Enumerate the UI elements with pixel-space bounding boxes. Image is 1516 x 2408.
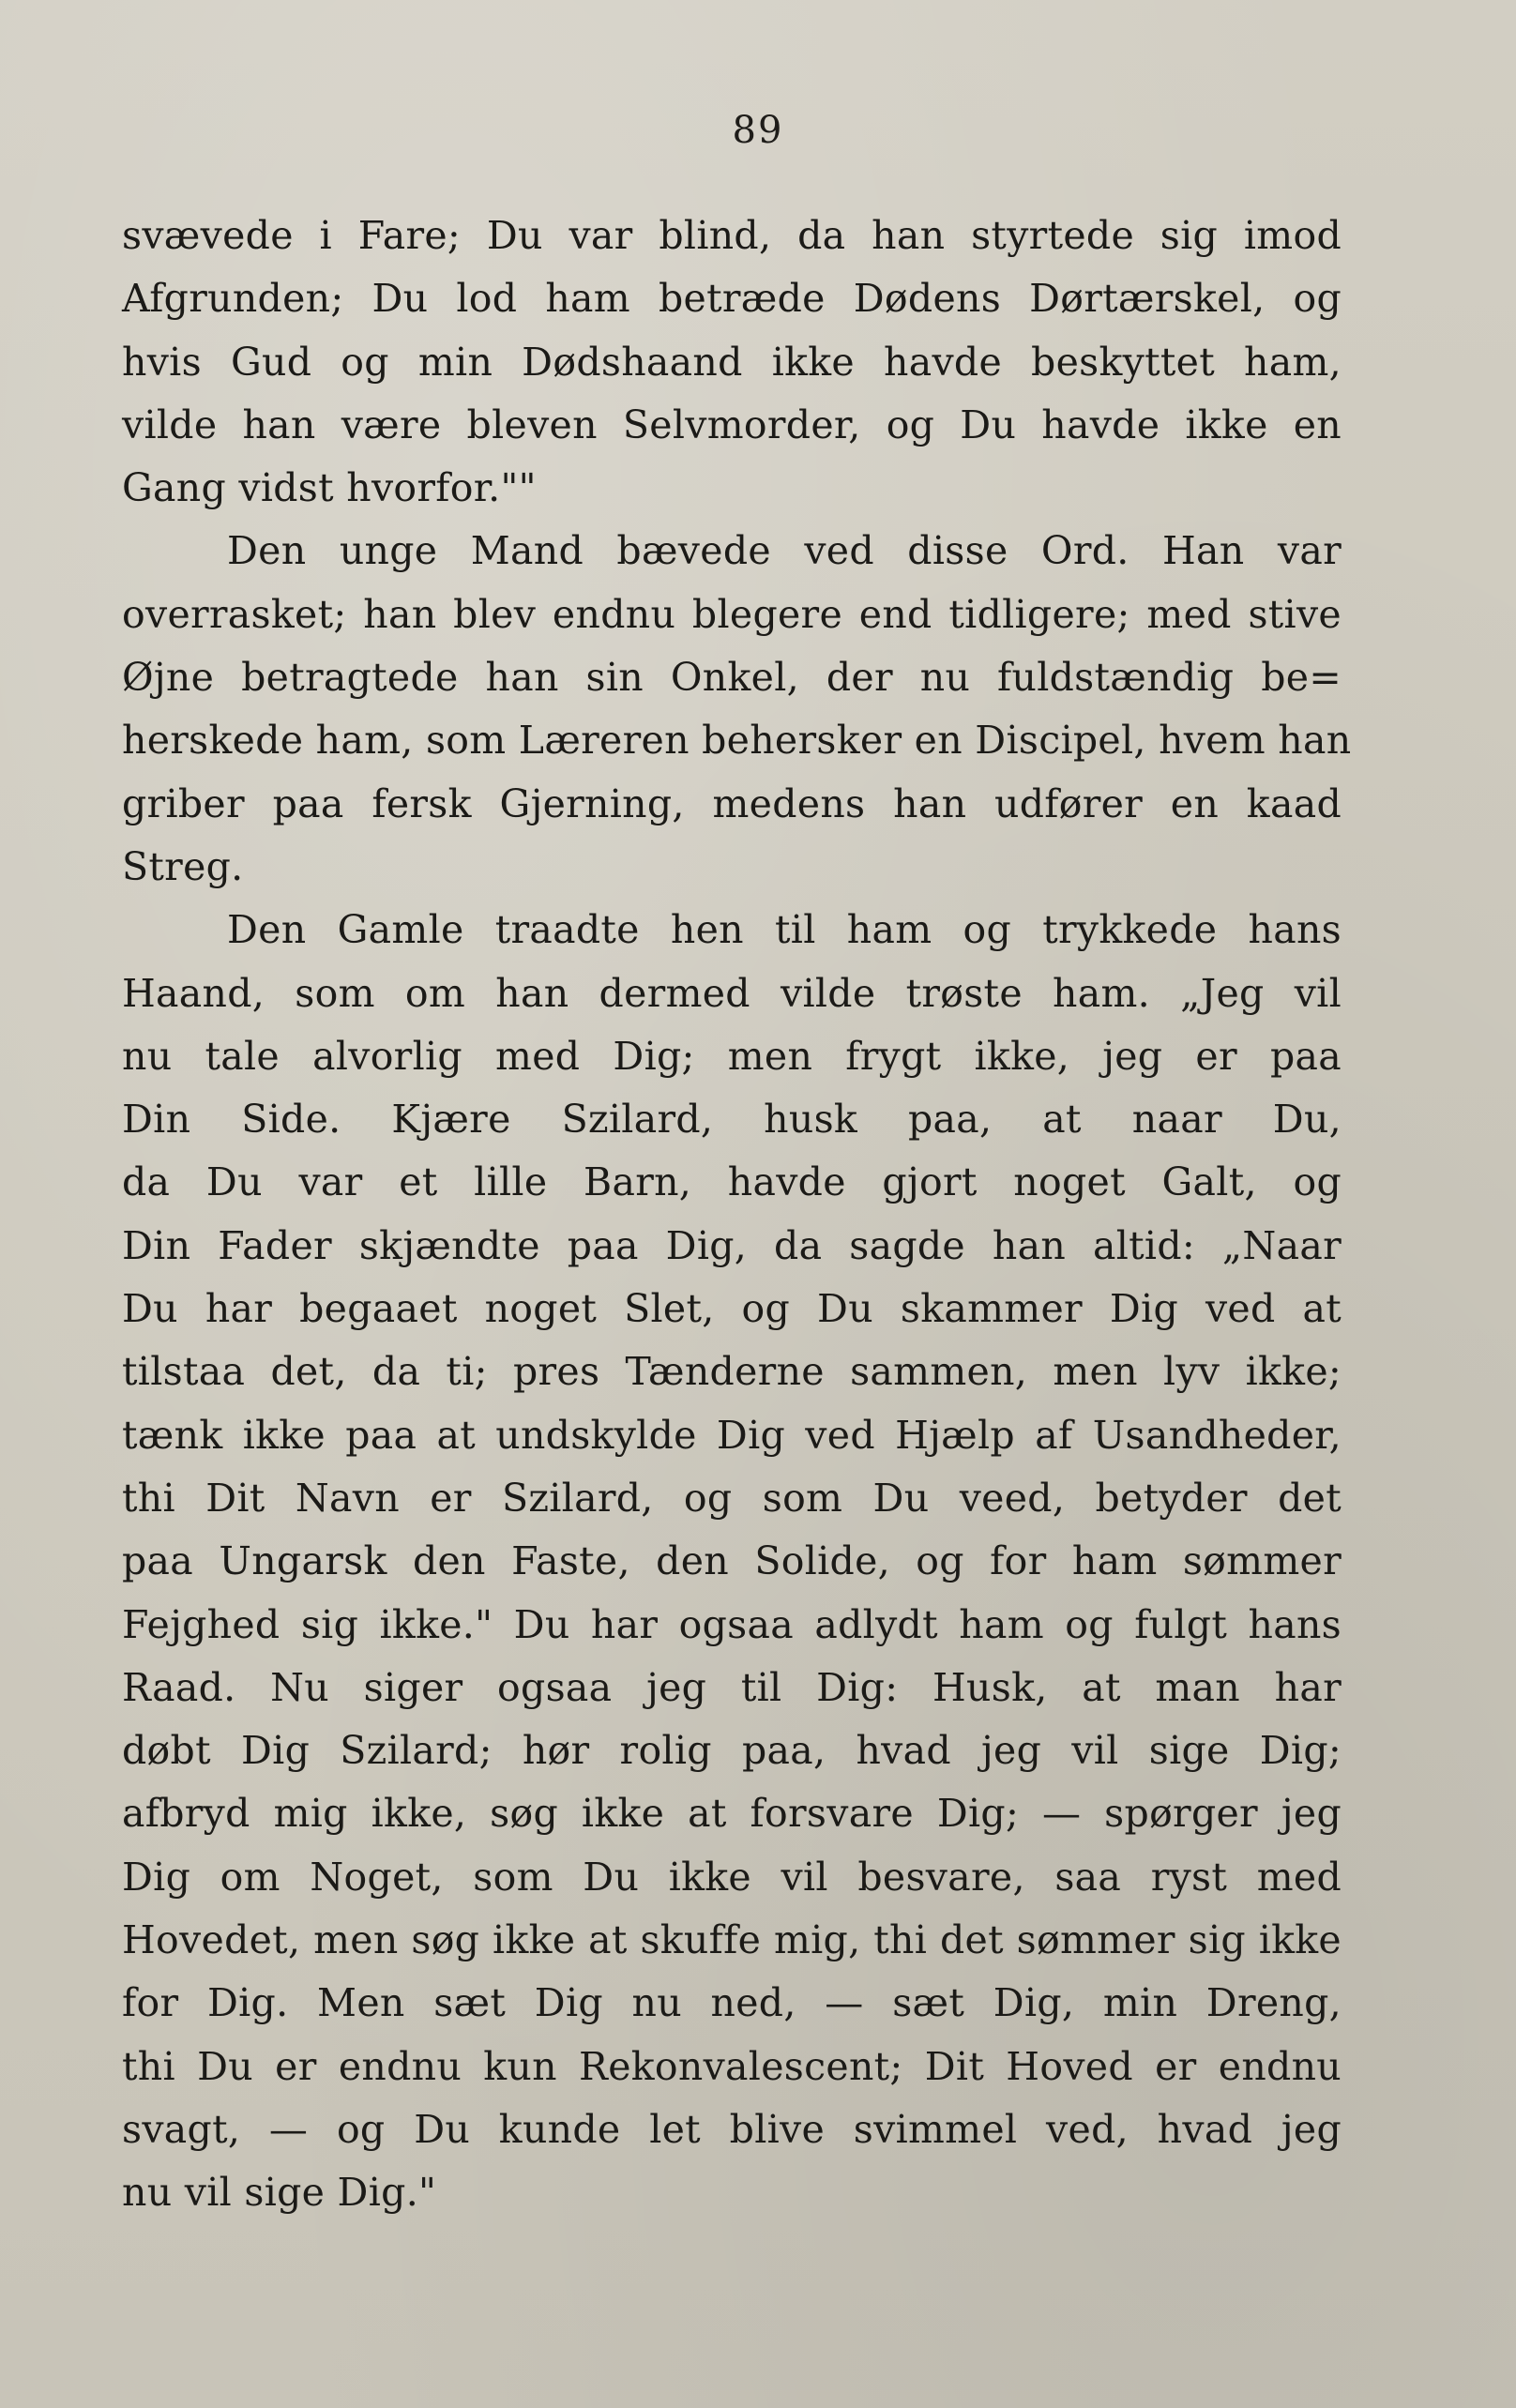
text-line: hvis Gud og min Dødshaand ikke havde beskyttet ham, bbox=[122, 339, 1342, 385]
text-line: Fejghed sig ikke." Du har ogsaa adlydt ham og fulgt hans bbox=[122, 1601, 1342, 1647]
text-line: Gang vidst hvorfor."" bbox=[122, 465, 537, 511]
text-line: svagt, — og Du kunde let blive svimmel ved, hvad jeg bbox=[122, 2106, 1342, 2152]
text-line: Afgrunden; Du lod ham betræde Dødens Dørtærskel, og bbox=[122, 276, 1342, 322]
text-line: Raad. Nu siger ogsaa jeg til Dig: Husk, at man har bbox=[122, 1664, 1342, 1710]
text-line: Hovedet, men søg ikke at skuffe mig, thi det sømmer sig ikke bbox=[122, 1917, 1342, 1963]
text-line: nu tale alvorlig med Dig; men frygt ikke, jeg er paa bbox=[122, 1033, 1342, 1079]
text-line: Din Fader skjændte paa Dig, da sagde han altid: „Naar bbox=[122, 1222, 1342, 1268]
text-line: herskede ham, som Læreren behersker en Discipel, hvem han bbox=[122, 718, 1352, 764]
text-line: tilstaa det, da ti; pres Tænderne sammen, men lyv ikke; bbox=[122, 1349, 1342, 1395]
text-line: afbryd mig ikke, søg ikke at forsvare Dig; — spørger jeg bbox=[122, 1791, 1342, 1837]
text-line: tænk ikke paa at undskylde Dig ved Hjælp af Usandheder, bbox=[122, 1412, 1342, 1458]
page-number: 89 bbox=[732, 109, 784, 152]
text-line: Streg. bbox=[122, 843, 244, 889]
text-line: Øjne betragtede han sin Onkel, der nu fuldstændig be= bbox=[122, 655, 1342, 701]
text-line: da Du var et lille Barn, havde gjort noget Galt, og bbox=[122, 1159, 1342, 1205]
text-line: thi Dit Navn er Szilard, og som Du veed, betyder det bbox=[122, 1475, 1342, 1521]
text-line: Dig om Noget, som Du ikke vil besvare, saa ryst med bbox=[122, 1854, 1342, 1900]
text-line: Haand, som om han dermed vilde trøste ham. „Jeg vil bbox=[122, 970, 1342, 1016]
text-line: overrasket; han blev endnu blegere end tidligere; med stive bbox=[122, 591, 1342, 637]
body-text bbox=[122, 204, 1352, 2225]
text-line: nu vil sige Dig." bbox=[122, 2170, 437, 2216]
text-line: Din Side. Kjære Szilard, husk paa, at naar Du, bbox=[122, 1097, 1342, 1143]
text-line: thi Du er endnu kun Rekonvalescent; Dit Hoved er endnu bbox=[122, 2043, 1342, 2089]
text-line: griber paa fersk Gjerning, medens han udfører en kaad bbox=[122, 780, 1342, 826]
text-line: Den Gamle traadte hen til ham og trykkede hans bbox=[227, 907, 1342, 953]
text-line: vilde han være bleven Selvmorder, og Du havde ikke en bbox=[122, 401, 1342, 447]
text-line: Du har begaaet noget Slet, og Du skammer Dig ved at bbox=[122, 1286, 1342, 1332]
text-line: Den unge Mand bævede ved disse Ord. Han var bbox=[227, 528, 1342, 574]
text-line: for Dig. Men sæt Dig nu ned, — sæt Dig, min Dreng, bbox=[122, 1980, 1342, 2026]
text-line: svævede i Fare; Du var blind, da han styrtede sig imod bbox=[122, 213, 1342, 258]
text-line: paa Ungarsk den Faste, den Solide, og for ham sømmer bbox=[122, 1538, 1342, 1584]
text-line: døbt Dig Szilard; hør rolig paa, hvad jeg vil sige Dig; bbox=[122, 1728, 1342, 1774]
